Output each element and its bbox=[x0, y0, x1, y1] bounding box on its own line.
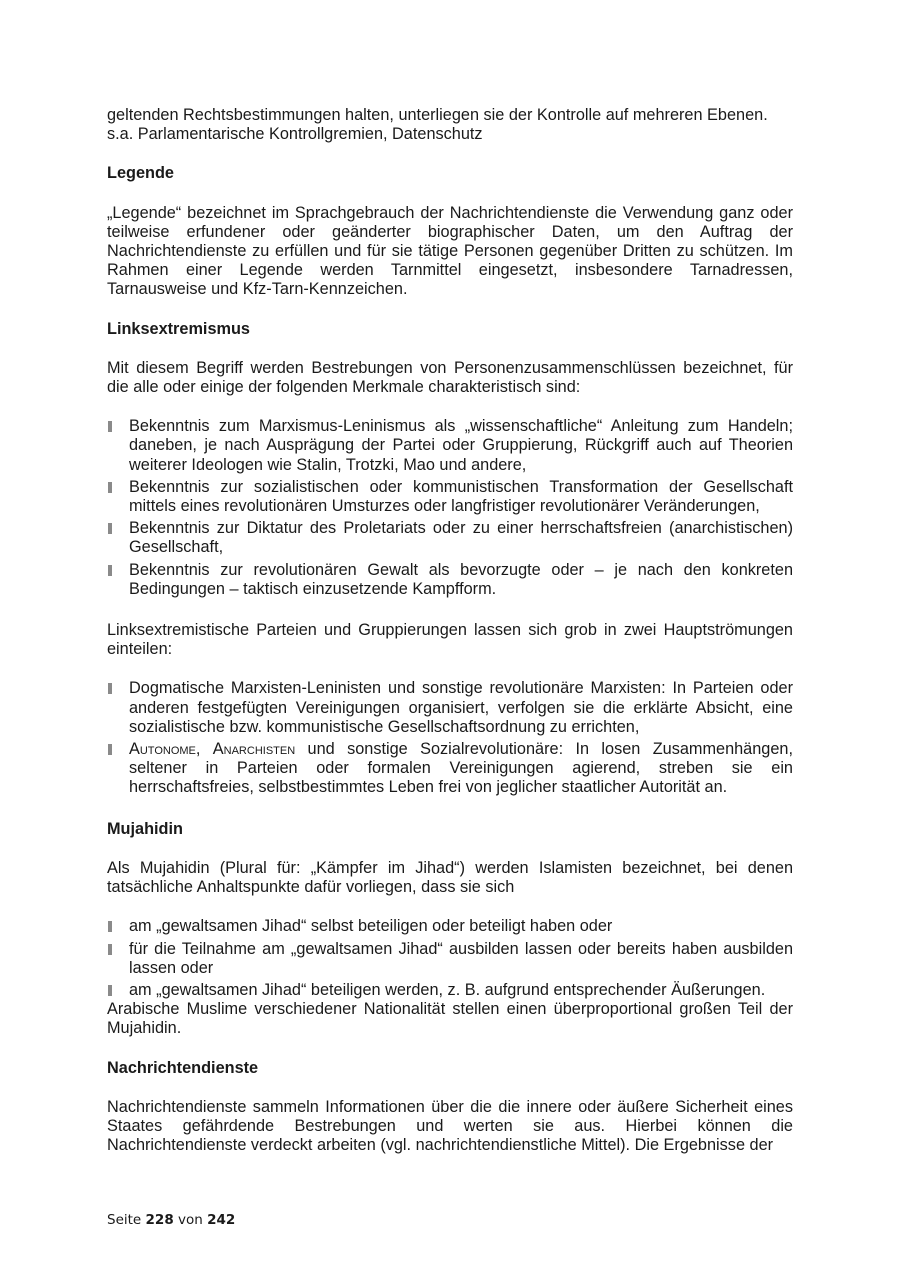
bullet-icon bbox=[108, 523, 112, 534]
heading-linksextremismus: Linksextremismus bbox=[107, 319, 250, 338]
heading-mujahidin: Mujahidin bbox=[107, 819, 183, 838]
bullet-icon bbox=[108, 744, 112, 755]
bullet-icon bbox=[108, 565, 112, 576]
bullet-icon bbox=[108, 482, 112, 493]
list-item: für die Teilnahme am „gewaltsamen Jihad“ ausbilden lassen oder bereits haben ausbilden lassen oder bbox=[107, 940, 793, 978]
bullet-icon bbox=[108, 683, 112, 694]
list-item: Bekenntnis zur sozialistischen oder kommunistischen Transformation der Gesellschaft mittels eines revolutionären Umsturzes oder langfristiger revolutionärer Veränderungen, bbox=[107, 478, 793, 516]
linksextremismus-intro: Mit diesem Begriff werden Bestrebungen von Personenzusammenschlüssen bezeichnet, für die alle oder einige der folgenden Merkmale charakteristisch sind: bbox=[107, 358, 793, 397]
stroemungen-list bbox=[107, 679, 793, 797]
footer-current-page: 228 bbox=[145, 1212, 174, 1228]
list-item: Bekenntnis zum Marxismus-Leninismus als „wissenschaftliche“ Anleitung zum Handeln; daneben, je nach Ausprägung der Partei oder Gruppierung, Rückgriff auch auf Theorien weiterer Ideologen wie Stalin, Trotzki, Mao und andere, bbox=[107, 417, 793, 475]
bullet-icon bbox=[108, 421, 112, 432]
list-item: Autonome, Anarchisten und sonstige Sozialrevolutionäre: In losen Zusammenhängen, seltener in Parteien oder formalen Vereinigungen agierend, streben sie ein herrschaftsfreies, selbstbestimmtes Leben frei von jeglicher staatlicher Autorität an. bbox=[107, 740, 793, 798]
page-footer bbox=[107, 1212, 235, 1228]
footer-seite: Seite bbox=[107, 1212, 142, 1228]
term-anarchisten: Anarchisten bbox=[212, 740, 296, 759]
term-autonome: Autonome bbox=[129, 740, 196, 759]
footer-von: von bbox=[178, 1212, 203, 1228]
page-body bbox=[107, 106, 793, 1155]
stroemungen-intro: Linksextremistische Parteien und Gruppierungen lassen sich grob in zwei Hauptströmungen einteilen: bbox=[107, 621, 793, 659]
bullet-icon bbox=[108, 985, 112, 996]
intro-line-2: s.a. Parlamentarische Kontrollgremien, Datenschutz bbox=[107, 125, 483, 144]
list-item: Dogmatische Marxisten-Leninisten und sonstige revolutionäre Marxisten: In Parteien oder anderen festgefügten Vereinigungen organisiert, verfolgen sie die erklärte Absicht, eine sozialistische bzw. kommunistische Gesellschaftsordnung zu errichten, bbox=[107, 679, 793, 737]
mujahidin-intro: Als Mujahidin (Plural für: „Kämpfer im Jihad“) werden Islamisten bezeichnet, bei denen tatsächliche Anhaltspunkte dafür vorliegen, dass sie sich bbox=[107, 858, 793, 897]
footer-total-pages: 242 bbox=[207, 1212, 236, 1228]
bullet-icon bbox=[108, 921, 112, 932]
nachrichtendienste-text: Nachrichtendienste sammeln Informationen über die die innere oder äußere Sicherheit eines Staates gefährdende Bestrebungen und werten sie aus. Hierbei können die Nachrichtendienste verdeckt arbeiten (vgl. nachrichtendienstliche Mittel). Die Ergebnisse der bbox=[107, 1097, 793, 1155]
list-item: Bekenntnis zur revolutionären Gewalt als bevorzugte oder – je nach den konkreten Bedingungen – taktisch einzusetzende Kampfform. bbox=[107, 561, 793, 599]
heading-legende: Legende bbox=[107, 164, 174, 183]
legende-text: „Legende“ bezeichnet im Sprachgebrauch der Nachrichtendienste die Verwendung ganz oder teilweise erfundener oder geänderter biographischer Daten, um den Auftrag der Nachrichtendienste zu erfüllen und für sie tätige Personen gegenüber Dritten zu schützen. Im Rahmen einer Legende werden Tarnmittel eingesetzt, insbesondere Tarnadressen, Tarnausweise und Kfz-Tarn-Kennzeichen. bbox=[107, 203, 793, 299]
mujahidin-list bbox=[107, 917, 793, 1000]
list-item: Bekenntnis zur Diktatur des Proletariats oder zu einer herrschaftsfreien (anarchistischen) Gesellschaft, bbox=[107, 519, 793, 557]
list-item: am „gewaltsamen Jihad“ selbst beteiligen oder beteiligt haben oder bbox=[107, 917, 793, 936]
mujahidin-closing: Arabische Muslime verschiedener Nationalität stellen einen überproportional großen Teil der Mujahidin. bbox=[107, 1000, 793, 1038]
list-item: am „gewaltsamen Jihad“ beteiligen werden, z. B. aufgrund entsprechender Äußerungen. bbox=[107, 981, 793, 1000]
bullet-icon bbox=[108, 944, 112, 955]
intro-line-1: geltenden Rechtsbestimmungen halten, unterliegen sie der Kontrolle auf mehreren Ebenen. bbox=[107, 106, 768, 124]
heading-nachrichtendienste: Nachrichtendienste bbox=[107, 1058, 259, 1077]
merkmale-list bbox=[107, 417, 793, 599]
